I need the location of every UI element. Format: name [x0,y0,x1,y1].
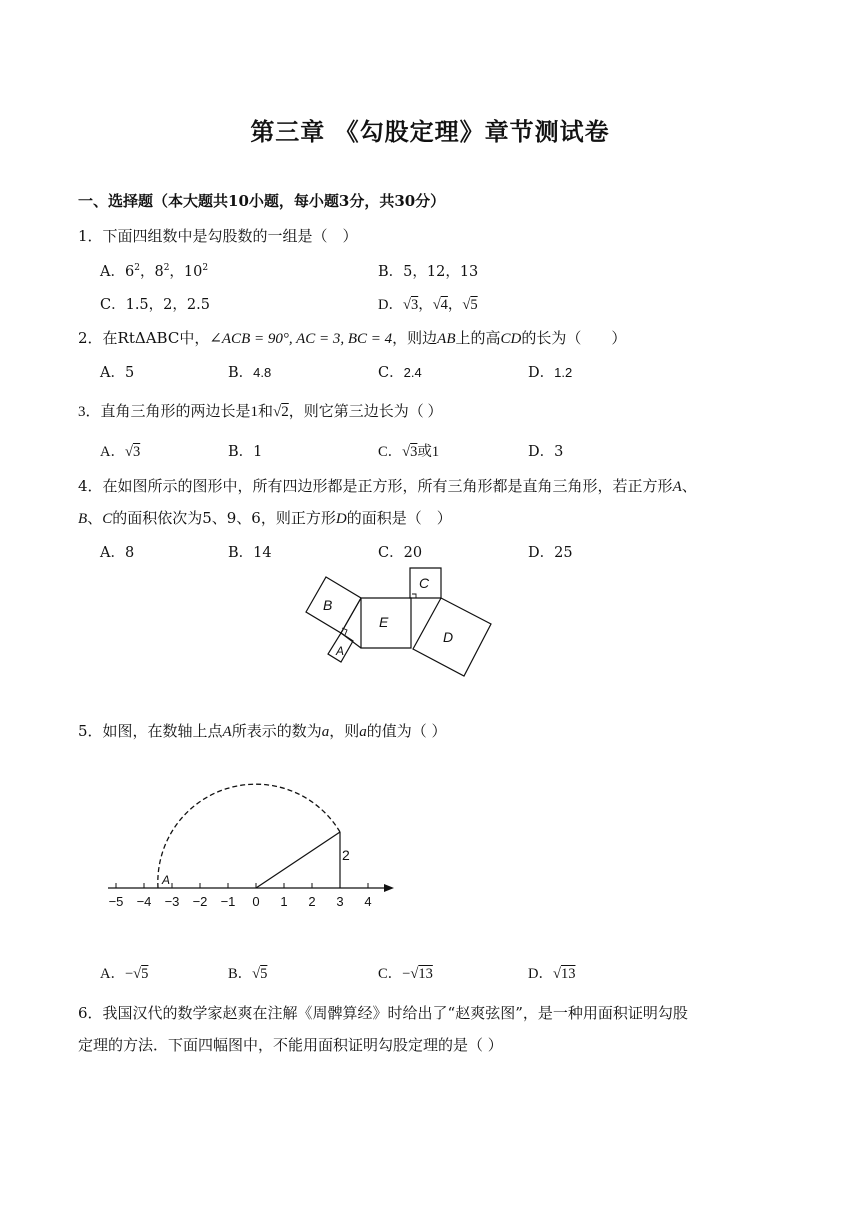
question-4-line1: 4．在如图所示的图形中，所有四边形都是正方形，所有三角形都是直角三角形，若正方形A、 [78,477,697,495]
q2-option-a: A．5 [100,365,135,381]
axis-tick-label: 0 [252,894,260,909]
question-5-stem: 5．如图，在数轴上点A所表示的数为a，则a的值为（ ） [78,722,447,740]
axis-tick-label: −5 [108,894,124,909]
q1-option-a: A．$6^2$，$8^2$，$10^2$ [100,263,209,280]
fig-label-c: C [419,575,430,591]
page-title: 第三章 《勾股定理》章节测试卷 [250,117,610,146]
axis-tick-label: −2 [192,894,208,909]
question-2-stem: 2．在RtΔABC中，∠ACB = 90°, AC = 3, BC = 4，则边AB上的高CD的长为（ ） [78,329,627,347]
q4-option-c: C．20 [378,545,423,561]
question-6-line2: 定理的方法．下面四幅图中，不能用面积证明勾股定理的是（ ） [78,1036,503,1054]
section-heading: 一、选择题（本大题共10小题，每小题3分，共30分） [78,192,446,210]
question-6-line1: 6．我国汉代的数学家赵爽在注解《周髀算经》时给出了“赵爽弦图”，是一种用面积证明勾股 [78,1004,688,1022]
q5-option-a: A．−√5 [100,966,149,982]
q4-option-b: B．14 [228,545,272,561]
square-b [306,577,361,633]
point-a-label: A [162,873,171,887]
q1-option-c: C．1.5，2，2.5 [100,297,210,313]
question-1-stem: 1．下面四组数中是勾股数的一组是（ ） [78,227,358,245]
number-line-figure [100,770,400,910]
q1-option-d: D．√3，√4，√5 [378,297,478,313]
fig-label-d: D [443,629,454,645]
q3-option-c: C．√3或1 [378,444,440,460]
q2-option-b: B．4.8 [228,365,272,381]
q3-option-d: D．3 [528,444,564,460]
axis-tick-label: 3 [336,894,344,909]
axis-arrow-icon [384,884,394,892]
q3-option-b: B．1 [228,444,263,460]
dashed-arc [158,784,340,888]
axis-tick-label: 4 [364,894,372,909]
q4-option-d: D．25 [528,545,573,561]
axis-tick-label: 2 [308,894,316,909]
fig-label-a: A [336,644,345,658]
squares-figure [290,560,505,690]
hypotenuse [256,832,340,888]
axis-tick-label: 1 [280,894,288,909]
fig-label-b: B [323,597,333,613]
q5-option-d: D．√13 [528,966,576,982]
leg-length-label: 2 [342,847,350,863]
axis-tick-label: −1 [220,894,236,909]
axis-tick-label: −3 [164,894,180,909]
q4-option-a: A．8 [100,545,135,561]
q2-option-c: C．2.4 [378,365,422,381]
question-4-line2: B、C的面积依次为5、9、6，则正方形D的面积是（ ） [78,509,452,527]
q1-option-b: B．5，12，13 [378,264,479,280]
fig-label-e: E [379,614,389,630]
question-3-stem: 3．直角三角形的两边长是1和√2，则它第三边长为（ ） [78,404,443,420]
q3-option-a: A．√3 [100,444,141,460]
q5-option-c: C．−√13 [378,966,433,982]
q2-option-d: D．1.2 [528,365,573,381]
q5-option-b: B．√5 [228,966,268,982]
axis-tick-label: −4 [136,894,152,909]
